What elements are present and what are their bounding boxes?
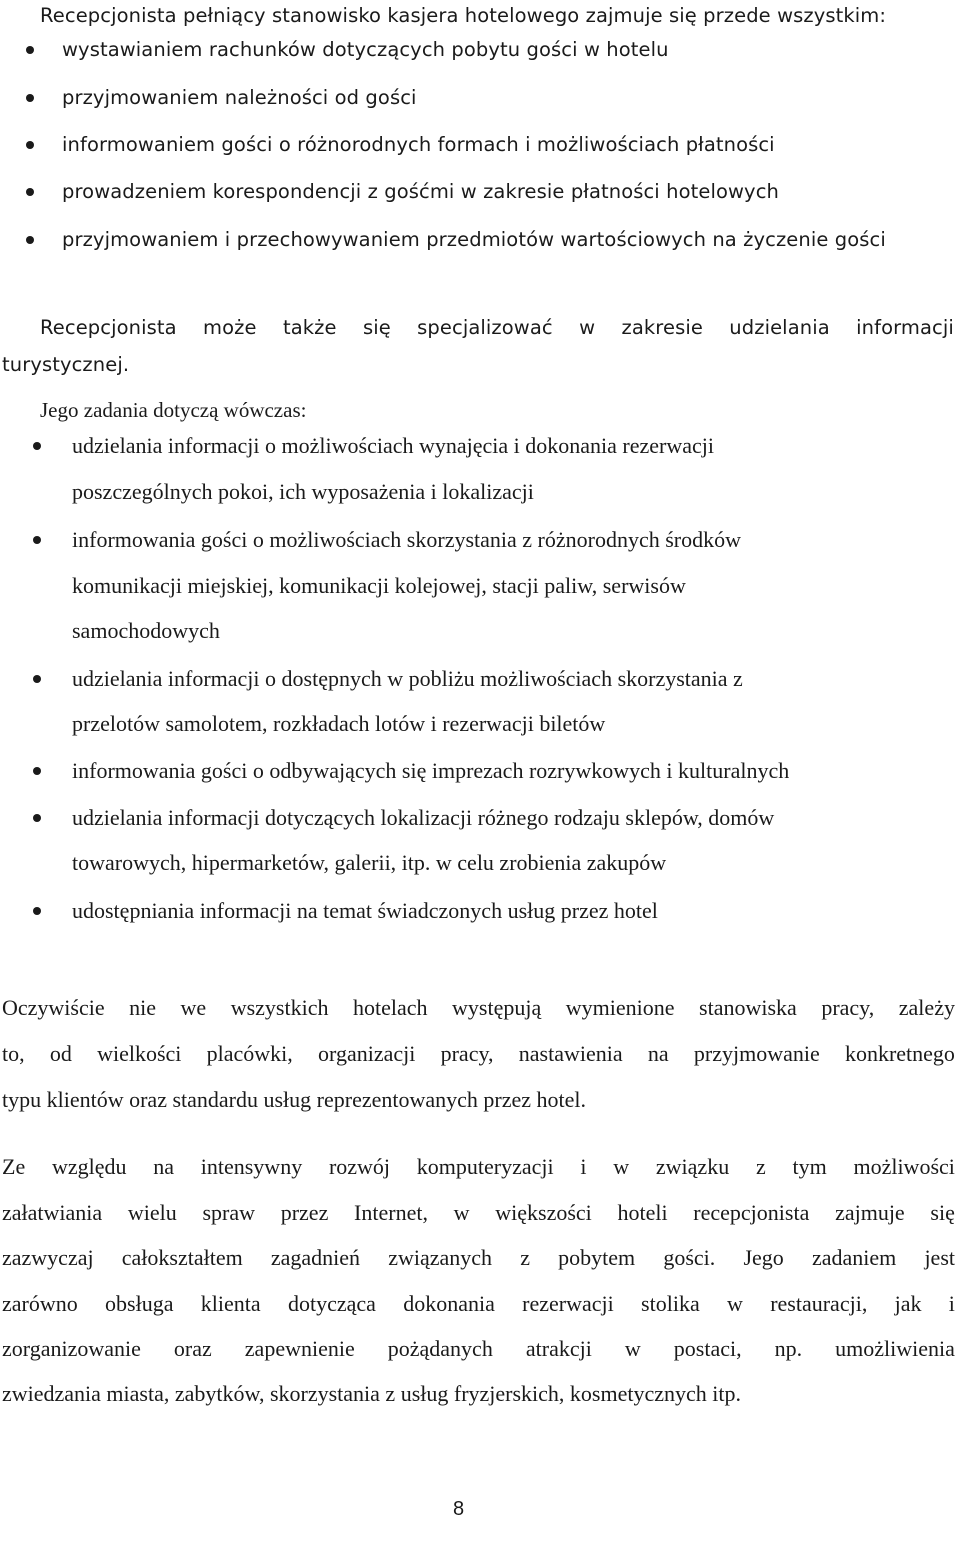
word: nastawienia	[518, 1041, 623, 1066]
word: na	[647, 1041, 669, 1066]
list-item-text: poszczególnych pokoi, ich wyposażenia i lokalizacji	[72, 479, 534, 504]
word: zadaniem	[811, 1245, 897, 1270]
tasks-intro: Jego zadania dotyczą wówczas:	[40, 398, 307, 422]
word: rezerwacji	[522, 1291, 614, 1316]
word: to,	[2, 1041, 25, 1066]
paragraph-line	[2, 1338, 955, 1360]
word: z	[520, 1245, 530, 1270]
list-item-text: przyjmowaniem należności od gości	[62, 86, 417, 109]
word: załatwiania	[2, 1200, 103, 1225]
paragraph-line: typu klientów oraz standardu usług reprezentowanych przez hotel.	[2, 1087, 587, 1112]
word: Recepcjonista	[40, 316, 177, 339]
word: wszystkich	[230, 995, 329, 1020]
word: może	[203, 316, 257, 339]
word: oraz	[173, 1336, 212, 1361]
word: i	[948, 1291, 955, 1316]
word: placówki,	[206, 1041, 293, 1066]
bullet-icon	[26, 188, 34, 196]
list-item-text: przelotów samolotem, rozkładach lotów i rezerwacji biletów	[72, 711, 606, 736]
word: i	[580, 1154, 587, 1179]
word: nie	[129, 995, 157, 1020]
word: postaci,	[673, 1336, 742, 1361]
word: pobytem	[558, 1245, 636, 1270]
word: zapewnienie	[244, 1336, 355, 1361]
word: klienta	[200, 1291, 261, 1316]
word: Jego	[743, 1245, 784, 1270]
bullet-icon	[26, 94, 34, 102]
word: przyjmowanie	[693, 1041, 820, 1066]
word: związanych	[388, 1245, 493, 1270]
list-item-text: informowania gości o odbywających się imprezach rozrywkowych i kulturalnych	[72, 758, 790, 783]
bullet-icon	[33, 536, 41, 544]
specialization-line-1	[40, 318, 954, 338]
list-item-text: przyjmowaniem i przechowywaniem przedmiotów wartościowych na życzenie gości	[62, 228, 886, 251]
word: zakresie	[621, 316, 703, 339]
word: pracy,	[440, 1041, 494, 1066]
word: jak	[894, 1291, 922, 1316]
word: występują	[452, 995, 542, 1020]
word: na	[153, 1154, 174, 1179]
word: restauracji,	[770, 1291, 868, 1316]
word: obsługa	[105, 1291, 174, 1316]
paragraph-line	[2, 1043, 955, 1065]
word: względu	[51, 1154, 127, 1179]
paragraph-line: zwiedzania miasta, zabytków, skorzystania z usług fryzjerskich, kosmetycznych itp.	[2, 1381, 741, 1406]
word: w	[613, 1154, 630, 1179]
word: zarówno	[2, 1291, 78, 1316]
word: udzielania	[729, 316, 830, 339]
word: rozwój	[328, 1154, 391, 1179]
word: organizacji	[318, 1041, 416, 1066]
word: informacji	[856, 316, 954, 339]
word: w	[453, 1200, 470, 1225]
word: przez	[280, 1200, 329, 1225]
list-item-text: udzielania informacji o możliwościach wynajęcia i dokonania rezerwacji	[72, 433, 714, 458]
word: w	[727, 1291, 743, 1316]
word: od	[49, 1041, 72, 1066]
word: w	[579, 316, 596, 339]
list-item-text: udostępniania informacji na temat świadczonych usług przez hotel	[72, 898, 658, 923]
word: Ze	[2, 1154, 26, 1179]
word: także	[282, 316, 337, 339]
word: umożliwienia	[835, 1336, 955, 1361]
word: się	[362, 316, 391, 339]
list-item-text: towarowych, hipermarketów, galerii, itp. w celu zrobienia zakupów	[72, 850, 667, 875]
list-item-text: informowania gości o możliwościach skorzystania z różnorodnych środków	[72, 527, 741, 552]
bullet-icon	[33, 814, 41, 822]
list-item-text: samochodowych	[72, 618, 220, 643]
bullet-icon	[26, 141, 34, 149]
word: pracy,	[821, 995, 875, 1020]
word: Internet,	[354, 1200, 428, 1225]
word: możliwości	[853, 1154, 955, 1179]
list-item-text: komunikacji miejskiej, komunikacji kolejowej, stacji paliw, serwisów	[72, 573, 686, 598]
word: zazwyczaj	[2, 1245, 94, 1270]
word: większości	[495, 1200, 592, 1225]
word: się	[930, 1200, 955, 1225]
word: Oczywiście	[2, 995, 105, 1020]
page-number: 8	[453, 1498, 465, 1520]
bullet-icon	[26, 46, 34, 54]
word: specjalizować	[417, 316, 553, 339]
word: wielkości	[97, 1041, 182, 1066]
paragraph-line	[2, 1247, 955, 1269]
word: z	[755, 1154, 766, 1179]
cashier-intro: Recepcjonista pełniący stanowisko kasjera hotelowego zajmuje się przede wszystkim:	[40, 4, 887, 27]
word: wymienione	[565, 995, 675, 1020]
word: zorganizowanie	[2, 1336, 141, 1361]
bullet-icon	[33, 442, 41, 450]
list-item-text: prowadzeniem korespondencji z gośćmi w zakresie płatności hotelowych	[62, 180, 779, 203]
word: recepcjonista	[693, 1200, 810, 1225]
word: tym	[792, 1154, 827, 1179]
bullet-icon	[33, 767, 41, 775]
bullet-icon	[26, 236, 34, 244]
word: pożądanych	[387, 1336, 493, 1361]
word: gości.	[663, 1245, 716, 1270]
word: hoteli	[617, 1200, 668, 1225]
word: dotycząca	[287, 1291, 376, 1316]
word: dokonania	[403, 1291, 495, 1316]
list-item-text: udzielania informacji dotyczących lokalizacji różnego rodzaju sklepów, domów	[72, 805, 775, 830]
word: konkretnego	[844, 1041, 955, 1066]
word: komputeryzacji	[416, 1154, 554, 1179]
list-item-text: informowaniem gości o różnorodnych formach i możliwościach płatności	[62, 133, 775, 156]
paragraph-line	[2, 997, 955, 1019]
word: stanowiska	[699, 995, 797, 1020]
word: zależy	[898, 995, 955, 1020]
word: jest	[924, 1245, 955, 1270]
word: np.	[774, 1336, 803, 1361]
word: wielu	[127, 1200, 177, 1225]
word: całokształtem	[121, 1245, 243, 1270]
word: spraw	[202, 1200, 256, 1225]
list-item-text: udzielania informacji o dostępnych w pobliżu możliwościach skorzystania z	[72, 666, 743, 691]
word: związku	[655, 1154, 730, 1179]
word: zagadnień	[270, 1245, 361, 1270]
word: atrakcji	[525, 1336, 592, 1361]
word: stolika	[641, 1291, 700, 1316]
list-item-text: wystawianiem rachunków dotyczących pobytu gości w hotelu	[62, 38, 669, 61]
bullet-icon	[33, 907, 41, 915]
paragraph-line	[2, 1293, 955, 1315]
paragraph-line	[2, 1202, 955, 1224]
word: hotelach	[353, 995, 428, 1020]
bullet-icon	[33, 675, 41, 683]
word: intensywny	[200, 1154, 303, 1179]
word: zajmuje	[835, 1200, 905, 1225]
paragraph-line	[2, 1156, 955, 1178]
word: we	[180, 995, 207, 1020]
specialization-line-2: turystycznej.	[2, 353, 130, 376]
word: w	[624, 1336, 641, 1361]
